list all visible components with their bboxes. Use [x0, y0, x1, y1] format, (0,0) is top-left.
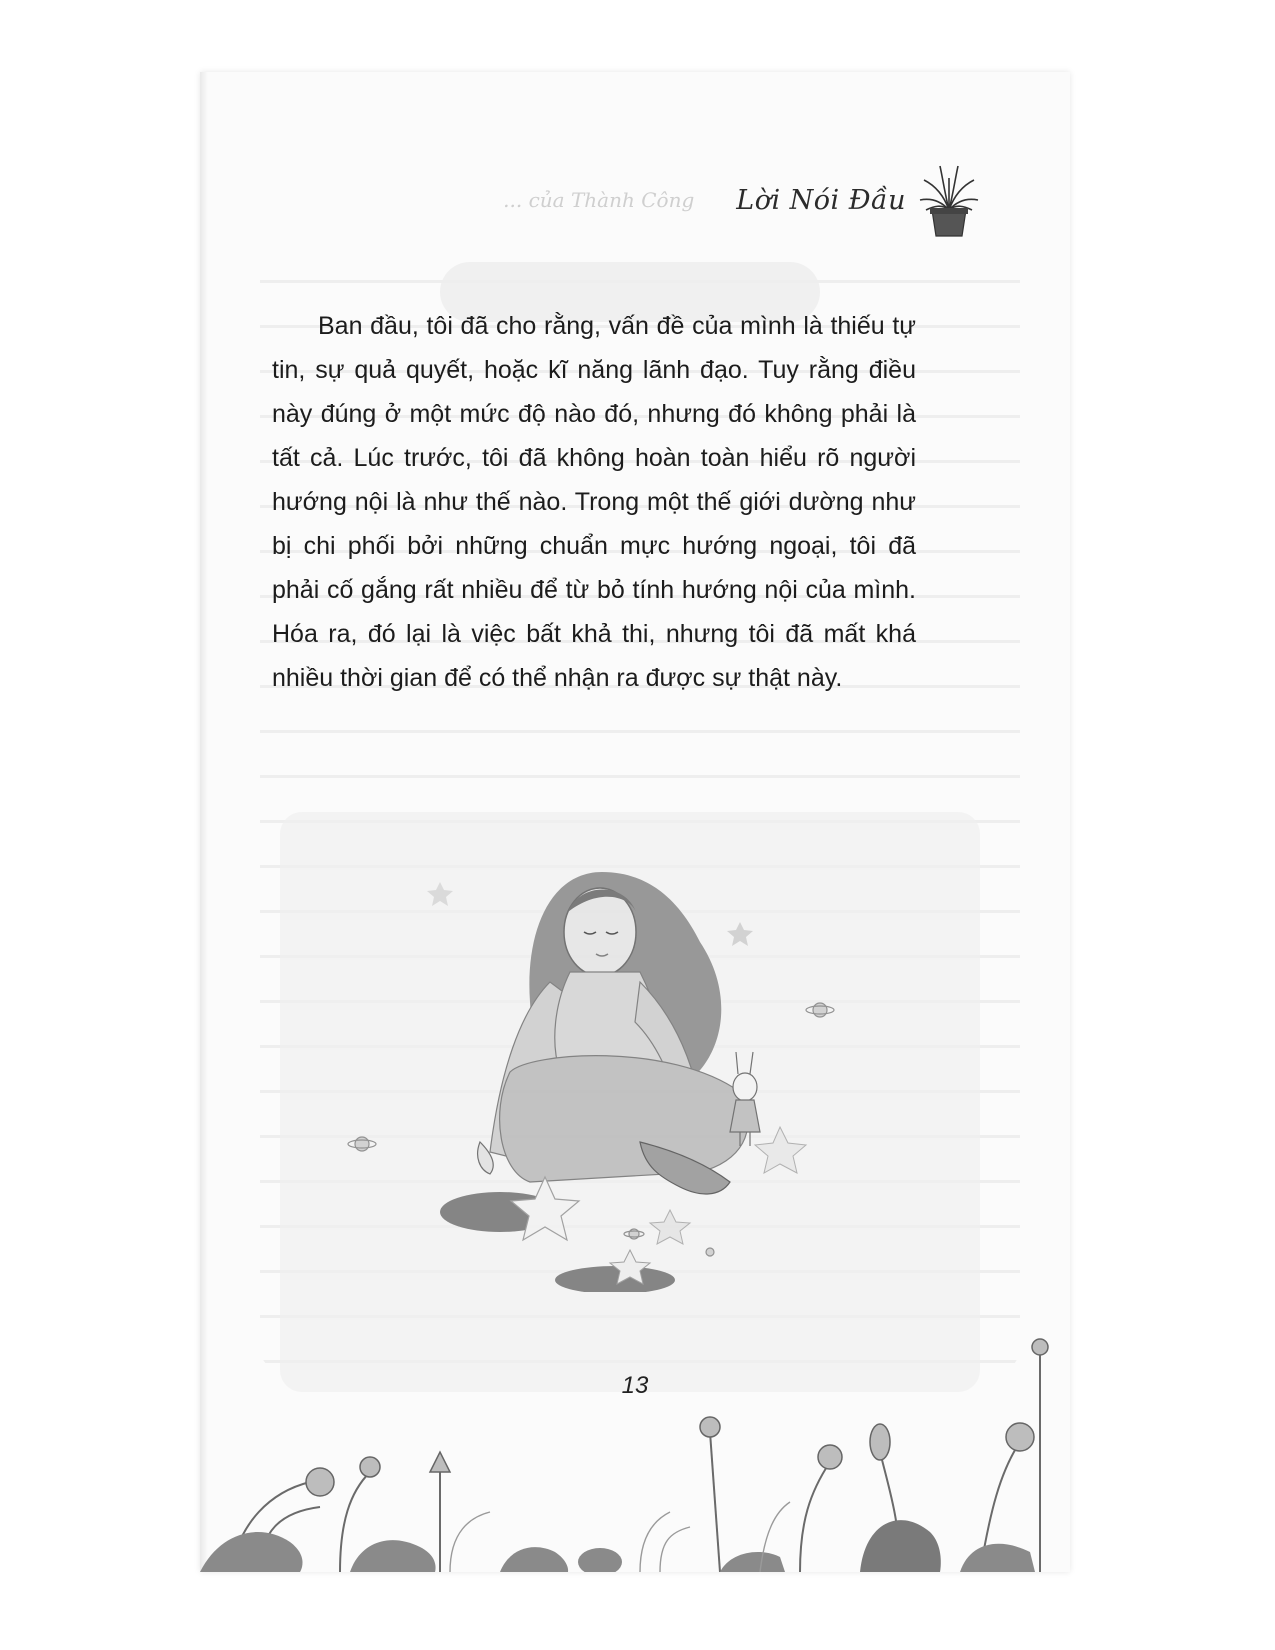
running-head — [503, 160, 980, 240]
girl-sitting-illustration — [340, 772, 860, 1292]
chapter-title: Lời Nói Đầu — [736, 184, 906, 216]
running-head-ghost: ... của Thành Công — [503, 188, 695, 212]
potted-plant-icon — [918, 160, 980, 240]
book-page — [200, 72, 1070, 1572]
page-number: 13 — [621, 1372, 649, 1399]
floral-border-decoration — [200, 1292, 1070, 1572]
body-paragraph: Ban đầu, tôi đã cho rằng, vấn đề của mình là thiếu tự tin, sự quả quyết, hoặc kĩ năng lãnh đạo. Tuy rằng điều này đúng ở một mức độ nào đó, nhưng đó không phải là tất cả. Lúc trước, tôi đã không hoàn toàn hiểu rõ người hướng nội là như thế nào. Trong một thế giới dường như bị chi phối bởi những chuẩn mực hướng ngoại, tôi đã phải cố gắng rất nhiều để từ bỏ tính hướng nội của mình. Hóa ra, đó lại là việc bất khả thi, nhưng tôi đã mất khá nhiều thời gian để có thể nhận ra được sự thật này. — [272, 312, 916, 692]
